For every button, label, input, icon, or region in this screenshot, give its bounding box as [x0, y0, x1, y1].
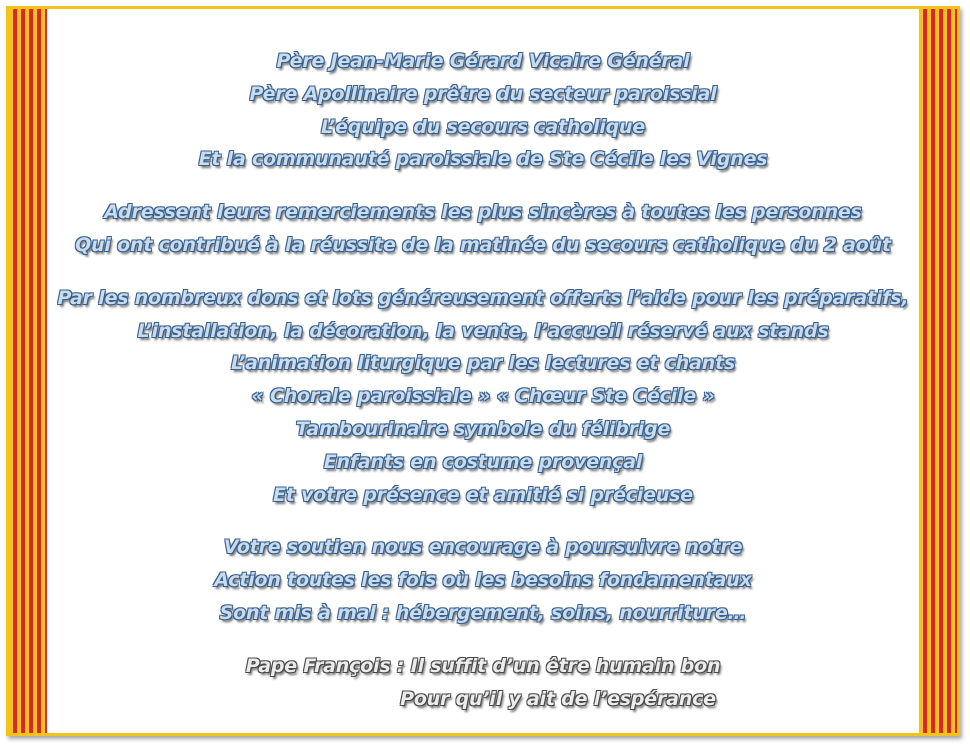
text-line: Enfants en costume provençal [323, 450, 643, 473]
right-flag-stripe-border [919, 9, 957, 733]
text-line: Votre soutien nous encourage à poursuivre notre [223, 536, 743, 559]
thank-you-letter [54, 45, 912, 715]
text-line: Père Jean-Marie Gérard Vicaire Général [276, 50, 690, 72]
letter-frame [6, 6, 960, 736]
left-flag-stripe-border [9, 9, 47, 733]
text-line: « Chorale paroissiale » « Chœur Ste Cécile » [251, 385, 715, 408]
text-line: Par les nombreux dons et lots généreusement offerts l’aide pour les préparatifs, [57, 286, 909, 309]
text-line: Action toutes les fois où les besoins fondamentaux [214, 569, 752, 592]
text-line: Qui ont contribué à la réussite de la matinée du secours catholique du 2 août [75, 233, 891, 256]
text-line: L’installation, la décoration, la vente, l’accueil réservé aux stands [137, 319, 829, 342]
paragraph-contributions [54, 282, 912, 512]
paragraph-quote [54, 650, 912, 716]
text-line: Tambourinaire symbole du félibrige [295, 417, 671, 440]
text-line: Sont mis à mal : hébergement, soins, nourriture… [219, 601, 747, 624]
paragraph-gap [54, 630, 912, 650]
paragraph-gap [54, 176, 912, 196]
text-line: Et votre présence et amitié si précieuse [273, 483, 693, 506]
paragraph-gap [54, 511, 912, 531]
text-line: L’équipe du secours catholique [320, 115, 646, 138]
text-line: L’animation liturgique par les lectures et chants [230, 352, 736, 375]
quote-line: Pape François : Il suffit d’un être humain bon [245, 654, 721, 677]
quote-line: Pour qu’il y ait de l’espérance [400, 687, 716, 710]
paragraph-gap [54, 262, 912, 282]
paragraph-thanks [54, 196, 912, 262]
paragraph-support [54, 531, 912, 629]
text-line: Père Apollinaire prêtre du secteur paroissial [249, 82, 717, 105]
paragraph-signatories [54, 45, 912, 176]
text-line: Et la communauté paroissiale de Ste Cécile les Vignes [198, 148, 768, 171]
text-line: Adressent leurs remerciements les plus sincères à toutes les personnes [104, 201, 862, 224]
